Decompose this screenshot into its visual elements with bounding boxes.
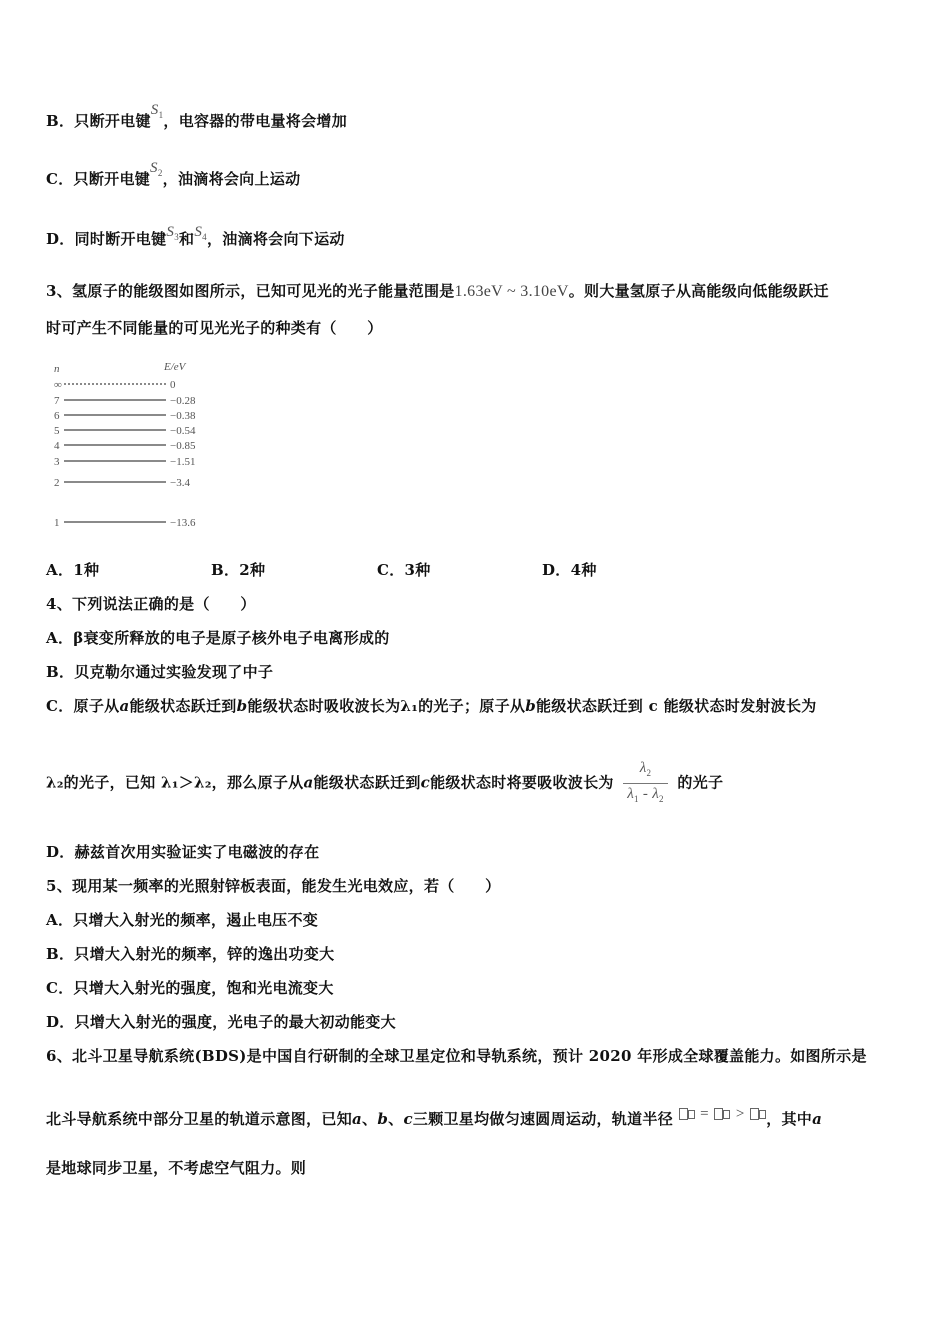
level-energy-label: −0.54 — [170, 425, 196, 437]
level-energy-label: −0.28 — [170, 395, 196, 407]
q6-stem-line2: 北斗导航系统中部分卫星的轨道示意图，已知a、b、c三颗卫星均做匀速圆周运动，轨道半径 = > ，其中a — [46, 1106, 823, 1128]
q3-options — [46, 559, 646, 579]
missing-glyph-icon — [688, 1110, 695, 1119]
q3-option-a[interactable]: A．1种 — [46, 561, 100, 579]
q4-stem: 4、下列说法正确的是（ ） — [46, 595, 256, 613]
q6-stem-line1: 6、北斗卫星导航系统(BDS)是中国自行研制的全球卫星定位和导轨系统，预计 2020 年形成全球覆盖能力。如图所示是 — [46, 1047, 867, 1065]
q2-option-d: D．同时断开电键$S_3$和$S_4$，油滴将会向下运动 — [46, 224, 345, 248]
q5-option-d: D．只增大入射光的强度，光电子的最大初动能变大 — [46, 1013, 396, 1031]
missing-glyph-icon — [723, 1110, 730, 1119]
level-energy-label: −1.51 — [170, 456, 196, 468]
level-energy-label: −0.38 — [170, 410, 196, 422]
q4-option-c-line1: C．原子从a能级状态跃迁到b能级状态时吸收波长为λ₁的光子；原子从b能级状态跃迁到 c 能级状态时发射波长为 — [46, 697, 817, 715]
level-n-label: 7 — [54, 395, 60, 407]
missing-glyph-icon — [750, 1108, 759, 1120]
q6-stem-line3: 是地球同步卫星，不考虑空气阻力。则 — [46, 1159, 307, 1177]
q2-option-c: C．只断开电键$S_2$，油滴将会向上运动 — [46, 160, 301, 188]
energy-level-diagram — [46, 356, 216, 536]
q2-option-b: B．只断开电键$S_1$，电容器的带电量将会增加 — [46, 102, 348, 130]
q4-option-c-line2: λ₂的光子，已知 λ₁＞λ₂，那么原子从a能级状态跃迁到c能级状态时将要吸收波长为 $\frac{\lambda_2}{\lambda_1 - \lambda_2}$ 的光子 — [46, 758, 723, 809]
missing-glyph-icon — [759, 1110, 766, 1119]
level-n-label: 3 — [54, 456, 60, 468]
q5-stem: 5、现用某一频率的光照射锌板表面，能发生光电效应，若（ ） — [46, 877, 501, 895]
q3-option-d[interactable]: D．4种 — [542, 561, 597, 579]
q3-option-c[interactable]: C．3种 — [377, 561, 431, 579]
q4-option-b: B．贝克勒尔通过实验发现了中子 — [46, 663, 274, 681]
n-axis-label: n — [54, 363, 60, 375]
level-n-label: 4 — [54, 440, 60, 452]
q5-option-a: A．只增大入射光的频率，遏止电压不变 — [46, 911, 319, 929]
q3-option-b[interactable]: B．2种 — [211, 561, 266, 579]
level-energy-label: −3.4 — [170, 477, 190, 489]
missing-glyph-icon — [679, 1108, 688, 1120]
q5-option-c: C．只增大入射光的强度，饱和光电流变大 — [46, 979, 334, 997]
q3-stem-line1: 3、氢原子的能级图如图所示，已知可见光的光子能量范围是1.63eV ~ 3.10eV。则大量氢原子从高能级向低能级跃迁 — [46, 282, 829, 300]
level-n-label: 6 — [54, 410, 60, 422]
e-axis-label: E/eV — [164, 361, 186, 373]
q3-stem-line2: 时可产生不同能量的可见光光子的种类有（ ） — [46, 319, 383, 337]
level-n-label: ∞ — [54, 379, 62, 391]
q4-option-a: A．β衰变所释放的电子是原子核外电子电离形成的 — [46, 629, 390, 647]
level-n-label: 1 — [54, 517, 60, 529]
level-energy-label: 0 — [170, 379, 176, 391]
q4-option-d: D．赫兹首次用实验证实了电磁波的存在 — [46, 843, 320, 861]
level-energy-label: −0.85 — [170, 440, 196, 452]
level-n-label: 5 — [54, 425, 60, 437]
level-n-label: 2 — [54, 477, 60, 489]
orbit-radius-relation: = > — [679, 1104, 767, 1122]
level-energy-label: −13.6 — [170, 517, 196, 529]
missing-glyph-icon — [714, 1108, 723, 1120]
energy-range: 1.63eV ~ 3.10eV — [454, 283, 569, 300]
wavelength-fraction: $\frac{\lambda_2}{\lambda_1 - \lambda_2}$ — [623, 758, 668, 809]
q5-option-b: B．只增大入射光的频率，锌的逸出功变大 — [46, 945, 335, 963]
